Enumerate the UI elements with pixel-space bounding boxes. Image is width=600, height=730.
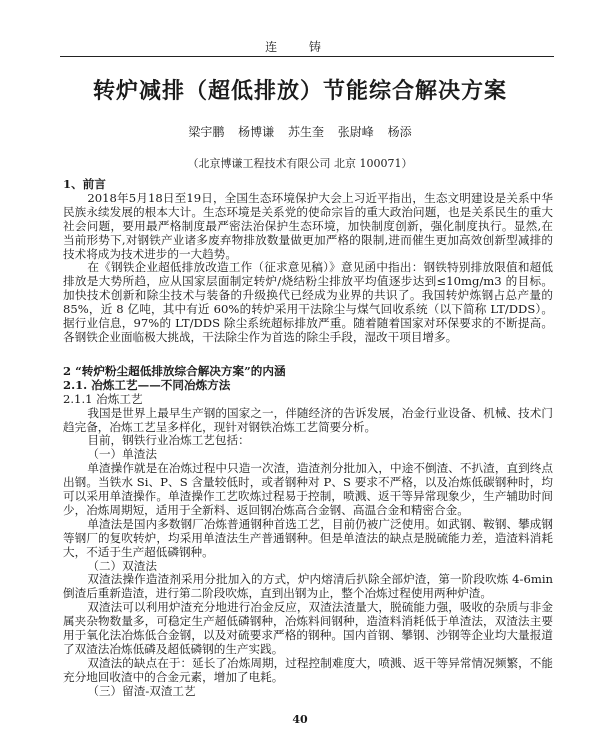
article-title: 转炉减排（超低排放）节能综合解决方案 — [92, 79, 507, 104]
page-number: 40 — [292, 713, 308, 726]
method-heading: （二）双渣法 — [87, 558, 157, 573]
paragraph: 目前，钢铁行业冶炼工艺包括： — [87, 433, 250, 448]
affiliation: （北京博谦工程技术有限公司 北京 100071） — [187, 157, 413, 170]
paragraph: 双渣法的缺点在于：延长了冶炼周期，过程控制难度大，喷溅、返干等异常情况频繁，不能充分地回收渣中的合金元素，增加了电耗。 — [63, 655, 553, 684]
subsection-heading: 2.1. 冶炼工艺——不同冶炼方法 — [63, 377, 231, 392]
paragraph: 单渣操作就是在冶炼过程中只造一次渣，造渣剂分批加入，中途不倒渣、不扒渣，直到终点出钢。当铁水 Si、P、S 含量较低时，或者钢种对 P、S 要求不严格，以及冶炼低碳钢种时，均可以采用单渣操作。单渣操作工艺吹炼过程易于控制，喷溅、返干等异常现象少，生产辅助时间少，冶炼周期短，适用于全新料、返回钢冶炼高合金钢、高温合金和精密合金。 — [63, 461, 553, 517]
section-heading: 2 “转炉粉尘超低排放综合解决方案”的内涵 — [63, 363, 286, 378]
spacer — [63, 345, 553, 365]
method-heading: （三）留渣-双渣工艺 — [87, 683, 196, 698]
running-head: 连 铸 — [265, 40, 335, 54]
section-heading: 1、前言 — [63, 177, 106, 191]
article-body — [63, 178, 553, 699]
method-heading: （一）单渣法 — [87, 447, 157, 462]
header-rule — [60, 56, 554, 57]
paragraph: 在《钢铁企业超低排放改造工作（征求意见稿）》意见函中指出：钢铁特别排放限值和超低排放是大势所趋，应从国家层面制定转炉/烧结粉尘排放平均值逐步达到≤10mg/m3 的目标。加快技术创新和除尘技术与装备的升级换代已经成为业界的共识了。我国转炉炼钢占总产量的 85%，近 8 亿吨，其中有近 60%的转炉采用干法除尘与煤气回收系统（以下简称 LT/DDS）。据行业信息，97%的 LT/DDS 除尘系统超标排放严重。随着随着国家对环保要求的不断提高。各钢铁企业面临极大挑战，干法除尘作为首选的除尘手段，湿改干项目增多。 — [63, 260, 553, 344]
authors: 梁宇鹏 杨博谦 苏生奎 张尉峰 杨添 — [188, 125, 412, 139]
paragraph: 双渣法操作造渣剂采用分批加入的方式，炉内熔清后扒除全部炉渣，第一阶段吹炼 4-6min 倒渣后重新造渣，进行第二阶段吹炼，直到出钢为止，整个冶炼过程使用两种炉渣。 — [63, 572, 553, 601]
paragraph: 我国是世界上最早生产钢的国家之一，伴随经济的告诉发展，冶金行业设备、机械、技术门趋完备，冶炼工艺呈多样化，现针对钢铁冶炼工艺简要分析。 — [63, 405, 553, 434]
paragraph: 2018年5月18日至19日，全国生态环境保护大会上习近平指出，生态文明建设是关系中华民族永续发展的根本大计。生态环境是关系党的使命宗旨的重大政治问题，也是关系民生的重大社会问题，要用最严格制度最严密法治保护生态环境，加快制度创新，强化制度执行。显然,在当前形势下,对钢铁产业诸多废弃物排放数量做更加严格的限制,进而催生更加高效创新型减排的技术将成为技术进步的一大趋势。 — [63, 190, 553, 261]
paragraph: 单渣法是国内多数钢厂冶炼普通钢种首选工艺，目前仍被广泛使用。如武钢、鞍钢、攀成钢等钢厂的复吹转炉，均采用单渣法生产普通钢种。但是单渣法的缺点是脱硫能力差，造渣料消耗大，不适于生产超低磷钢种。 — [63, 516, 553, 559]
subsubsection-heading: 2.1.1 冶炼工艺 — [63, 391, 143, 406]
paragraph: 双渣法可以利用炉渣充分地进行冶金反应，双渣法渣量大，脱硫能力强，吸收的杂质与非金属夹杂物数量多，可稳定生产超低磷钢种，冶炼料间钢种，造渣料消耗低于单渣法，双渣法主要用于氧化法冶炼低合金钢，以及对硫要求严格的钢种。国内首钢、攀钢、沙钢等企业均大量报道了双渣法冶炼低磷及超低磷钢的生产实践。 — [63, 600, 553, 656]
